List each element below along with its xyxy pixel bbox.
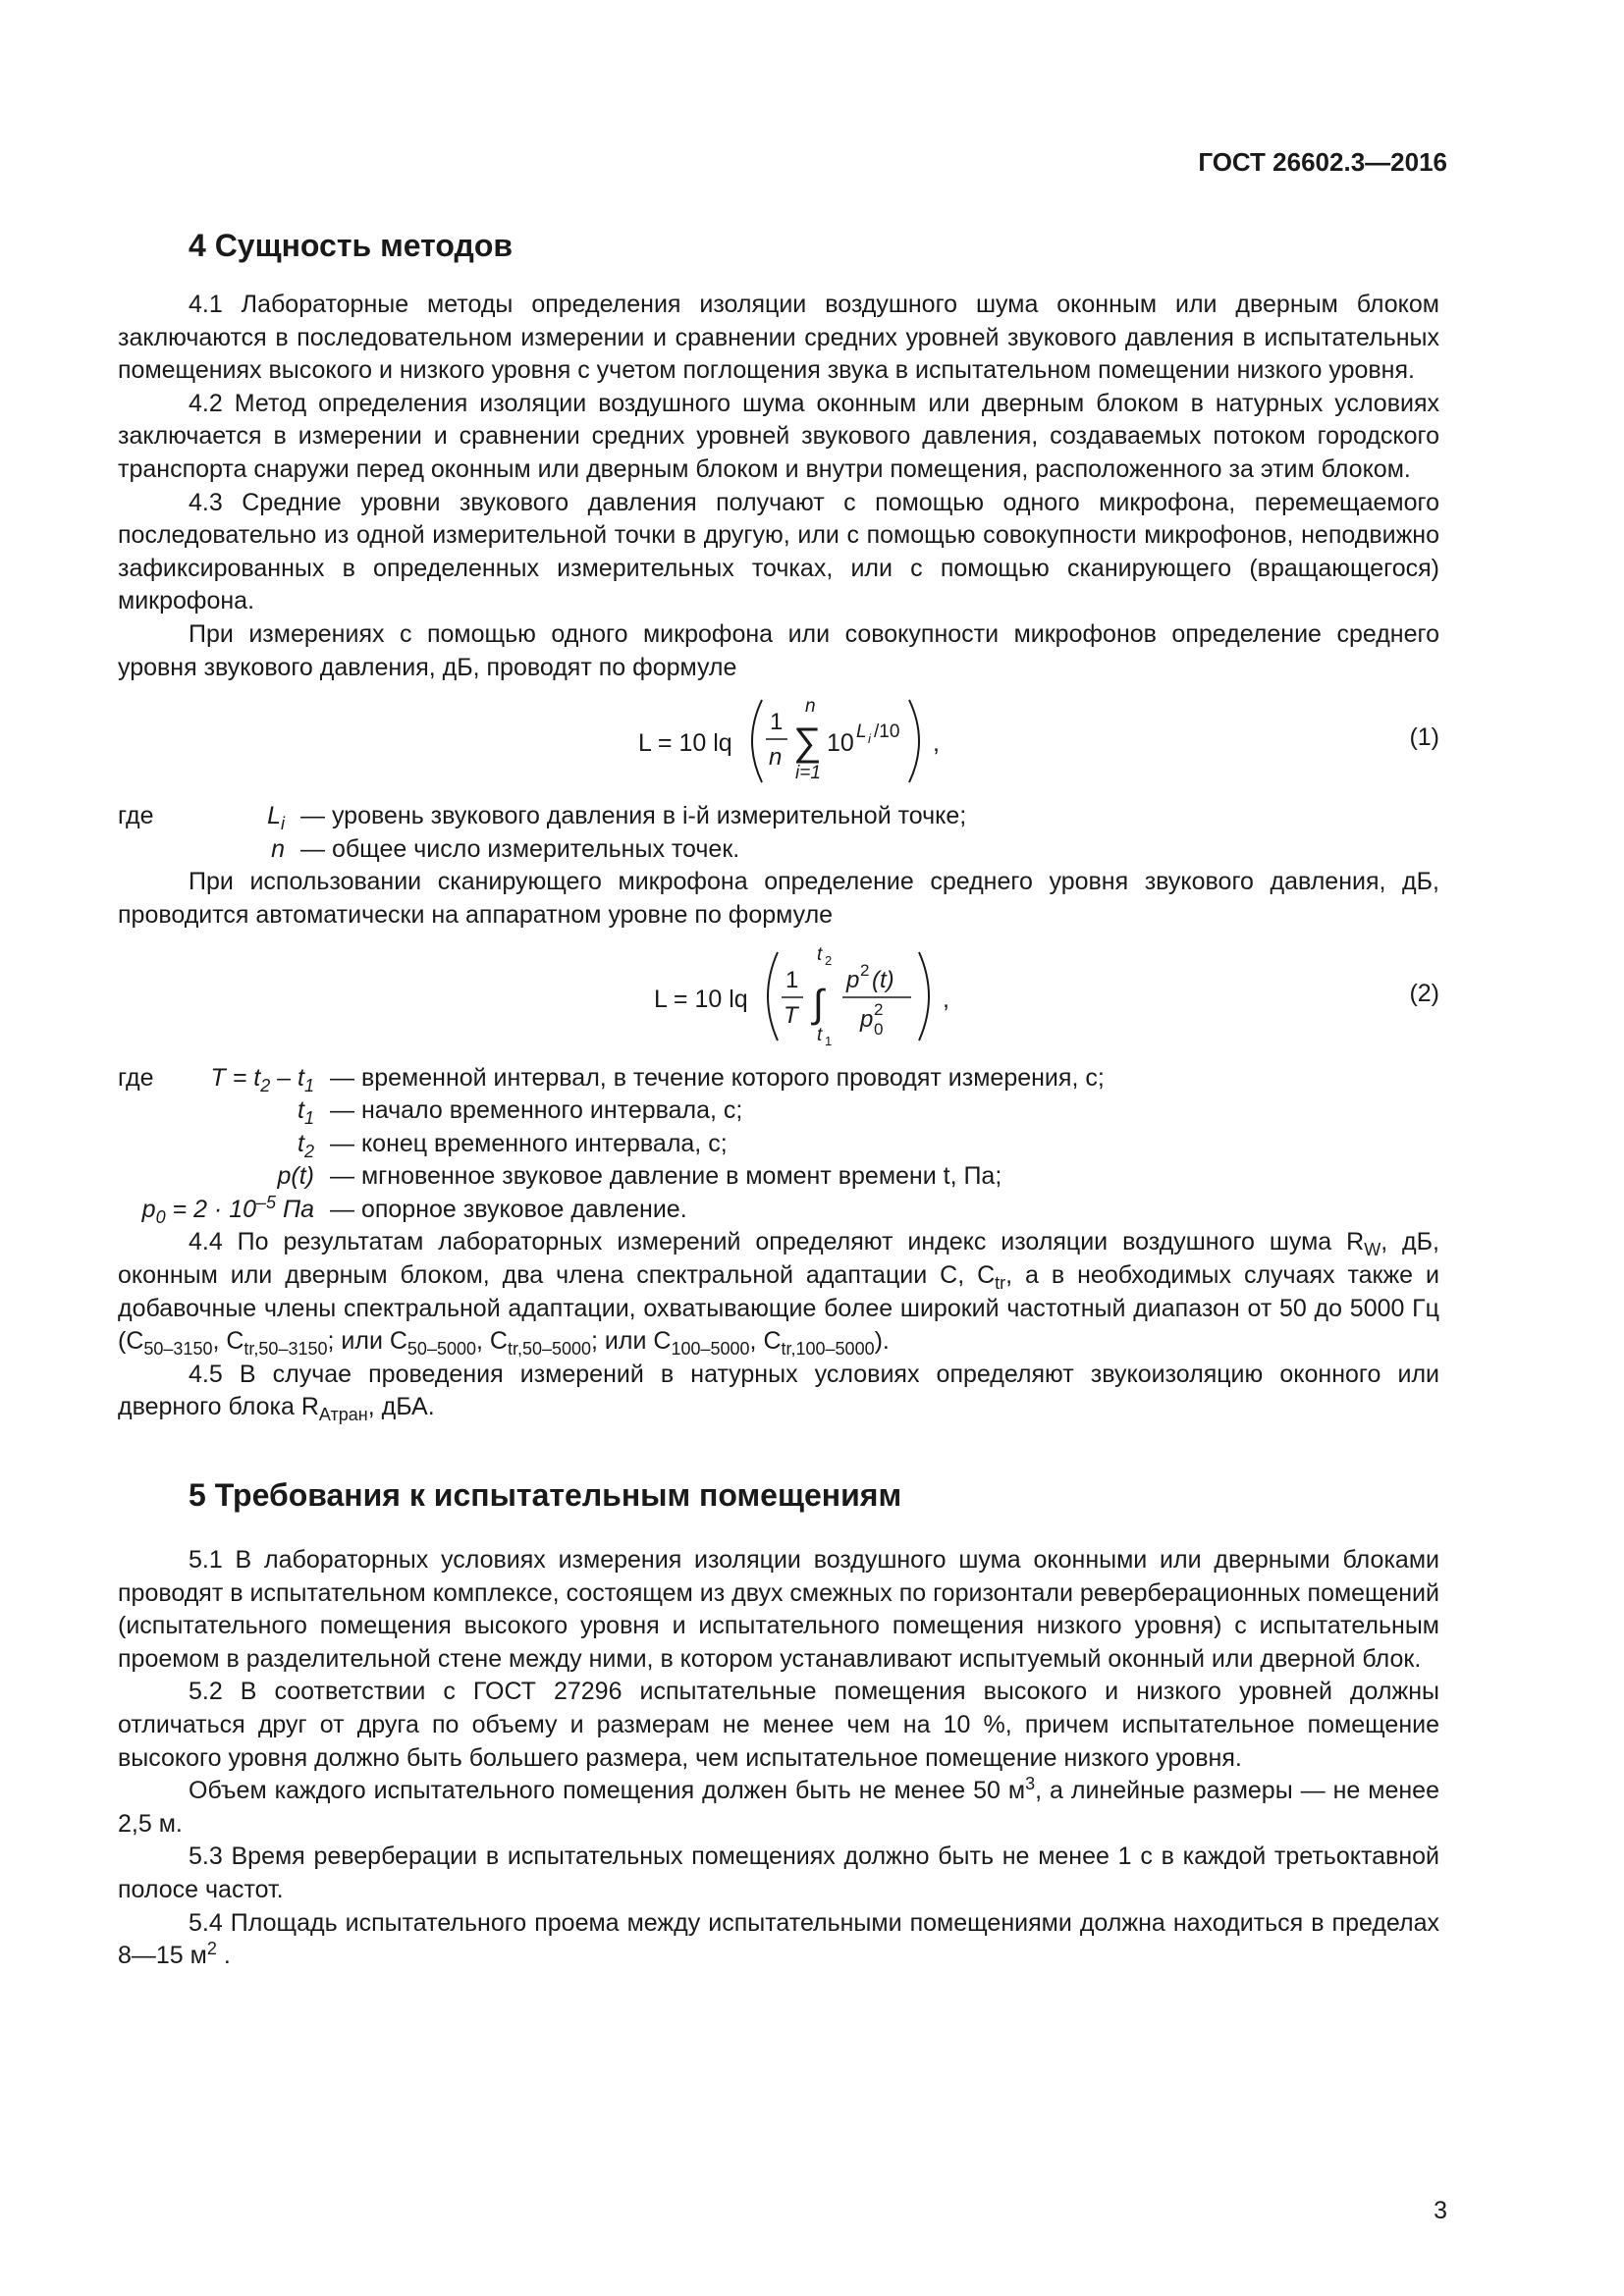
glossary-2-item [118, 1194, 1439, 1227]
formula-2-num-p-exp: 2 [860, 960, 870, 980]
standard-code: ГОСТ 26602.3—2016 [1198, 147, 1447, 177]
paragraph-4-5: 4.5 В случае проведения измерений в натурных условиях определяют звукоизоляцию оконного или дверного блока $R_{Атран}$, дБА. [118, 1360, 1439, 1425]
formula-2-int-bottom: t [817, 1024, 823, 1045]
formula-2-int-top-sub: 2 [825, 952, 833, 968]
paragraph-5-4: 5.4 Площадь испытательного проема между испытательными помещениями должна находиться в пределах 8—15 $м^2$ . [118, 1908, 1439, 1970]
paragraph-5-1: 5.1 В лабораторных условиях измерения изоляции воздушного шума оконными или дверными блоками проводят в испытательном комплексе, состоящем из двух смежных по горизонтали реверберационных помещений (испытательного помещения высокого уровня и испытательного помещения низкого уровня) с испытательным проемом в разделительной стене между ними, в котором устанавливают испытуемый оконный или дверной блок. [118, 1546, 1439, 1673]
glossary-description: — конец временного интервала, с; [330, 1129, 728, 1157]
formula-1-sum-top: n [805, 696, 816, 718]
formula-1-tail: , [933, 729, 940, 758]
glossary-description: — опорное звуковое давление. [330, 1195, 687, 1223]
formula-1-sum-sign: ∑ [793, 721, 822, 765]
formula-1-exp: L [856, 721, 867, 743]
glossary-1-item [118, 833, 1439, 867]
section-5-title: 5 Требования к испытательным помещениям [189, 1477, 902, 1514]
formula-1-exp-rest: /10 [874, 721, 900, 743]
glossary-description: — общее число измерительных точек. [300, 834, 740, 863]
page-content [118, 216, 1439, 1973]
formula-1-frac-num: 1 [770, 709, 784, 736]
formula-1-base: 10 [827, 729, 854, 758]
glossary-symbol: $t_2$ [298, 1129, 314, 1161]
glossary-description: — начало временного интервала, с; [330, 1096, 743, 1125]
glossary-symbol: $t_1$ [298, 1096, 314, 1129]
glossary-2-item [118, 1062, 1439, 1095]
paragraph-4-3-formula-intro: При измерениях с помощью одного микрофона или совокупности микрофонов определение среднего уровня звукового давления, дБ, проводят по формуле [118, 619, 1439, 681]
formula-2-num-p: p [846, 966, 860, 993]
formula-2-tail: , [943, 985, 949, 1013]
formula-1 [118, 690, 1439, 792]
formula-2-frac-den: T [784, 1001, 798, 1029]
formula-2-lhs: L = 10 lq [654, 985, 748, 1013]
glossary-2 [118, 1062, 1439, 1227]
formula-2-frac-num: 1 [785, 966, 799, 993]
formula-1-lhs: L = 10 lq [638, 729, 732, 758]
formula-2-den-p-sub: 0 [874, 1019, 884, 1039]
formula-2-graphic [118, 938, 1439, 1054]
glossary-symbol: n [271, 834, 285, 863]
paragraph-5-3: 5.3 Время реверберации в испытательных помещениях должно быть не менее 1 с в каждой третьоктавной полосе частот. [118, 1842, 1439, 1903]
glossary-2-item [118, 1160, 1439, 1194]
glossary-prefix: где [118, 1063, 154, 1092]
glossary-symbol: $T = t_2 - t_1$ [210, 1063, 314, 1095]
formula-2-int-bottom-sub: 1 [825, 1033, 833, 1048]
formula-1-number: (1) [1409, 723, 1439, 752]
paragraph-scanning-intro: При использовании сканирующего микрофона определение среднего уровня звукового давления, дБ, проводится автоматически на аппаратном уровне по формуле [118, 868, 1439, 929]
glossary-description: — мгновенное звуковое давление в момент времени t, Па; [330, 1162, 1002, 1191]
formula-2 [118, 938, 1439, 1054]
glossary-2-item [118, 1095, 1439, 1128]
formula-2-den-p: p [860, 1005, 874, 1033]
glossary-prefix: где [118, 802, 154, 830]
glossary-description: — уровень звукового давления в i-й измерительной точке; [300, 802, 967, 830]
glossary-symbol: $p_0 = 2 \cdot 10^{-5}$ Па [141, 1192, 314, 1227]
paragraph-4-1: 4.1 Лабораторные методы определения изоляции воздушного шума оконным или дверным блоком заключаются в последовательном измерении и сравнении средних уровней звукового давления в испытательных помещениях высокого и низкого уровня с учетом поглощения звука в испытательном помещении низкого уровня. [118, 291, 1439, 385]
formula-2-int-sign: ∫ [813, 982, 824, 1026]
glossary-1-item [118, 800, 1439, 833]
formula-1-sum-bottom: i=1 [795, 763, 821, 784]
formula-2-number: (2) [1409, 979, 1439, 1007]
glossary-symbol: $L_i$ [267, 802, 285, 834]
formula-2-int-top: t [817, 943, 823, 965]
glossary-symbol: p(t) [277, 1162, 314, 1191]
paragraph-4-4: 4.4 По результатам лабораторных измерений определяют индекс изоляции воздушного шума $R_W$, дБ, оконным или дверным блоком, два члена спектральной адаптации C, $C_{tr}$, а в необходимых случаях также и добавочные члены спектральной адаптации, охватывающие более широкий частотный диапазон от 50 до 5000 Гц ($C_{50-3150}$, $C_{tr,50-3150}$; или $C_{50-5000}$, $C_{tr,50-5000}$; или $C_{100-5000}$, $C_{tr,100-5000}$). [118, 1228, 1439, 1360]
formula-1-graphic [118, 690, 1439, 792]
page-number: 3 [1434, 2197, 1447, 2224]
formula-1-frac-den: n [769, 744, 783, 772]
section-4-title: 4 Сущность методов [189, 228, 514, 263]
formula-1-exp-sub: i [868, 731, 871, 747]
paragraph-4-3: 4.3 Средние уровни звукового давления получают с помощью одного микрофона, перемещаемого последовательно из одной измерительной точки в другую, или с помощью совокупности микрофонов, неподвижно зафиксированных в определенных измерительных точках, или с помощью сканирующего (вращающегося) микрофона. [118, 488, 1439, 615]
formula-2-num-t: (t) [872, 966, 894, 993]
paragraph-4-2: 4.2 Метод определения изоляции воздушного шума оконным или дверным блоком в натурных условиях заключается в измерении и сравнении средних уровней звукового давления, создаваемых потоком городского транспорта снаружи перед оконным или дверным блоком и внутри помещения, расположенного за этим блоком. [118, 389, 1439, 483]
paragraph-5-2: 5.2 В соответствии с ГОСТ 27296 испытательные помещения высокого и низкого уровней должны отличаться друг от друга по объему и размерам не менее чем на 10 %, причем испытательное помещение высокого уровня должно быть большего размера, чем испытательное помещение низкого уровня. [118, 1678, 1439, 1772]
formula-2-den-p-exp: 2 [874, 999, 884, 1019]
glossary-2-item [118, 1128, 1439, 1161]
paragraph-5-2-volume: Объем каждого испытательного помещения должен быть не менее 50 $м^3$, а линейные размеры — не менее 2,5 м. [118, 1774, 1439, 1838]
glossary-description: — временной интервал, в течение которого проводят измерения, с; [330, 1063, 1105, 1092]
